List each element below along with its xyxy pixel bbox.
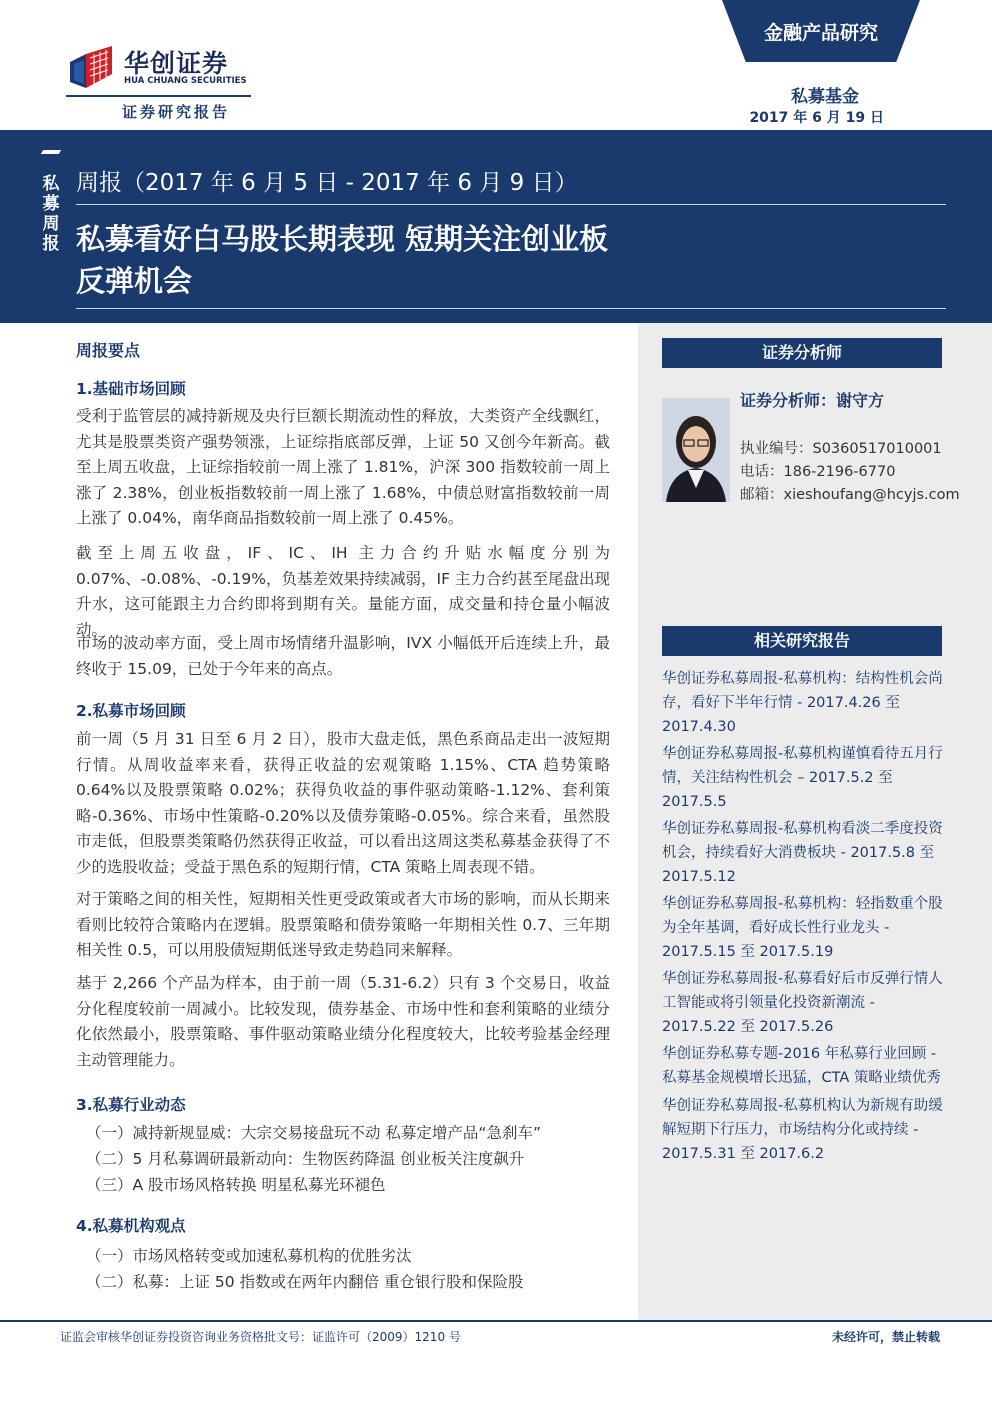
institution-view-item: （一）市场风格转变或加速私募机构的优胜劣汰 <box>86 1247 412 1265</box>
footer-divider <box>0 1320 992 1322</box>
section-2-para-2: 对于策略之间的相关性，短期相关性更受政策或者大市场的影响，而从长期来看则比较符合策略内在逻辑。股票策略和债券策略一年期相关性 0.7、三年期相关性 0.5，可以用股债短期低迷导致走势趋同来解释。 <box>76 890 610 960</box>
section-2-heading: 2.私募市场回顾 <box>76 702 186 720</box>
report-title: 私募看好白马股长期表现 短期关注创业板反弹机会 <box>76 222 609 298</box>
logo-name-en: HUA CHUANG SECURITIES <box>124 76 247 86</box>
section-2-para-3: 基于 2,266 个产品为样本，由于前一周（5.31-6.2）只有 3 个交易日，收益分化程度较前一周减小。比较发现，债券基金、市场中性和套利策略的业绩分化依然最小，股票策略、事件驱动策略业绩分化程度较大，比较考验基金经理主动管理能力。 <box>76 974 610 1069</box>
banner-divider-bottom <box>76 308 946 309</box>
related-report-link[interactable]: 华创证券私募周报-私募看好后市反弹行情人工智能或将引领量化投资新潮流 - 2017.5.22 至 2017.5.26 <box>662 971 943 1035</box>
related-box-title: 相关研究报告 <box>662 626 942 656</box>
logo-name-cn: 华创证券 <box>124 49 229 78</box>
logo-divider <box>66 95 251 97</box>
industry-news-item: （一）减持新规显威：大宗交易接盘玩不动 私募定增产品“急刹车” <box>86 1124 541 1142</box>
institution-view-item: （二）私募：上证 50 指数或在两年内翻倍 重仓银行股和保险股 <box>86 1273 524 1291</box>
section-2-para-1: 前一周（5 月 31 日至 6 月 2 日），股市大盘走低，黑色系商品走出一波短期行情。从周收益率来看，获得正收益的宏观策略 1.15%、CTA 趋势策略 0.64%以及股票策略 0.02%；获得负收益的事件驱动策略-1.12%、套利策略-0.36%、市场中性策略-0.20%以及债券策略-0.05%。综合来看，虽然股市走低，但股票类策略仍然获得正收益，可以看出这周这类私募基金获得了不少的选股收益；受益于黑色系的短期行情，CTA 策略上周表现不错。 <box>76 730 610 876</box>
banner-accent <box>41 150 61 154</box>
related-report-link[interactable]: 华创证券私募周报-私募机构：结构性机会尚存，看好下半年行情 - 2017.4.26 至 2017.4.30 <box>662 671 943 735</box>
category-tab-label: 金融产品研究 <box>763 22 878 44</box>
analyst-photo <box>662 398 730 502</box>
banner-divider <box>76 204 946 205</box>
report-category: 私募基金 <box>791 87 859 107</box>
analyst-box-title: 证券分析师 <box>662 338 942 368</box>
report-type: 证券研究报告 <box>122 103 231 121</box>
company-logo <box>66 42 256 96</box>
analyst-email[interactable]: 邮箱：xieshoufang@hcyjs.com <box>740 487 960 503</box>
analyst-phone: 电话：186-2196-6770 <box>740 464 896 480</box>
related-report-link[interactable]: 华创证券私募专题-2016 年私募行业回顾 - 私募基金规模增长迅猛，CTA 策略业绩优秀 <box>662 1046 941 1086</box>
related-report-link[interactable]: 华创证券私募周报-私募机构谨慎看待五月行情，关注结构性机会 – 2017.5.2 至 2017.5.5 <box>662 746 943 810</box>
industry-news-item: （三）A 股市场风格转换 明星私募光环褪色 <box>86 1176 386 1194</box>
key-points-heading: 周报要点 <box>76 341 141 360</box>
related-report-link[interactable]: 华创证券私募周报-私募机构：轻指数重个股为全年基调，看好成长性行业龙头 - 2017.5.15 至 2017.5.19 <box>662 896 943 960</box>
footer-copyright: 未经许可，禁止转载 <box>831 1330 940 1344</box>
related-report-link[interactable]: 华创证券私募周报-私募机构认为新规有助缓解短期下行压力，市场结构分化或持续 - 2017.5.31 至 2017.6.2 <box>662 1098 943 1162</box>
analyst-name: 证券分析师：谢守方 <box>740 391 885 410</box>
report-date: 2017 年 6 月 19 日 <box>749 110 884 126</box>
banner-side-label: 私募周报 <box>42 174 60 254</box>
section-1-para-3: 市场的波动率方面，受上周市场情绪升温影响，IVX 小幅低开后连续上升，最终收于 15.09，已处于今年来的高点。 <box>76 634 610 678</box>
analyst-license: 执业编号：S0360517010001 <box>740 441 942 457</box>
section-1-para-1: 受利于监管层的减持新规及央行巨额长期流动性的释放，大类资产全线飘红，尤其是股票类资产强势领涨，上证综指底部反弹，上证 50 又创今年新高。截至上周五收盘，上证综指较前一周上涨了 1.81%，沪深 300 指数较前一周上涨了 2.38%，创业板指数较前一周上涨了 1.68%，中债总财富指数较前一周上涨了 0.04%，南华商品指数较前一周上涨了 0.45%。 <box>76 407 610 528</box>
section-4-heading: 4.私募机构观点 <box>76 1217 186 1235</box>
section-1-heading: 1.基础市场回顾 <box>76 380 186 398</box>
section-1-para-2: 截至上周五收盘，IF、IC、IH 主力合约升贴水幅度分别为 0.07%、-0.08%、-0.19%，负基差效果持续减弱，IF 主力合约甚至尾盘出现升水，这可能跟主力合约即将到期有关。量能方面，成交量和持仓量小幅波动。 <box>76 544 610 639</box>
banner-subtitle: 周报（2017 年 6 月 5 日 - 2017 年 6 月 9 日） <box>76 170 578 196</box>
logo-mark-icon <box>66 44 116 92</box>
footer-license: 证监会审核华创证券投资咨询业务资格批文号：证监许可（2009）1210 号 <box>60 1330 461 1344</box>
related-report-link[interactable]: 华创证券私募周报-私募机构看淡二季度投资机会，持续看好大消费板块 - 2017.5.8 至 2017.5.12 <box>662 821 943 885</box>
section-3-heading: 3.私募行业动态 <box>76 1096 186 1114</box>
industry-news-item: （二）5 月私募调研最新动向：生物医药降温 创业板关注度飙升 <box>86 1150 525 1168</box>
analyst-portrait-icon <box>662 398 730 502</box>
